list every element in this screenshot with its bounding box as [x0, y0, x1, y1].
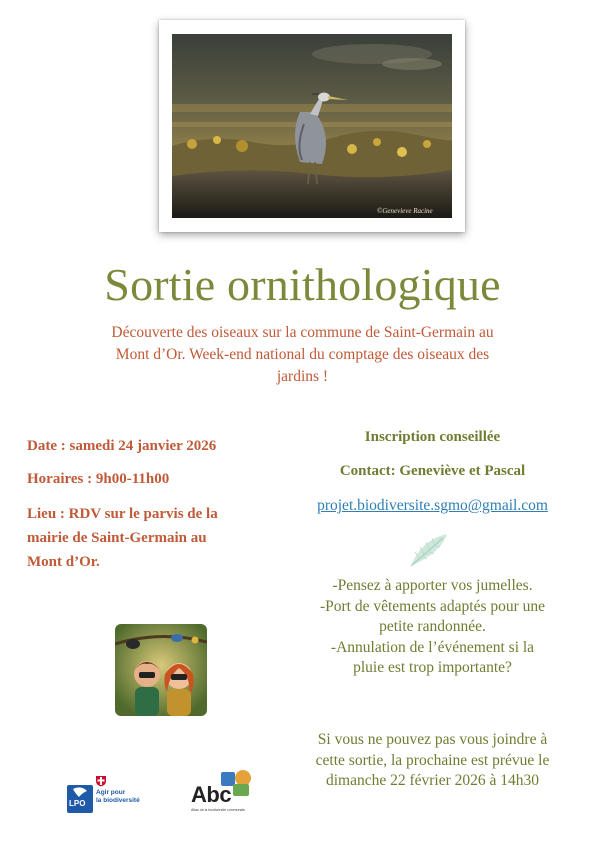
event-date: Date : samedi 24 janvier 2026 — [27, 438, 217, 454]
lpo-tagline-line: Agir pour — [96, 789, 126, 796]
subtitle-line: Mont d’Or. Week-end national du comptage des oiseaux des — [115, 346, 490, 363]
next-outing-line: Si vous ne pouvez pas vous joindre à — [317, 731, 548, 748]
event-place — [27, 502, 277, 574]
next-outing-note — [285, 730, 580, 792]
feather-icon — [407, 530, 451, 570]
kids-birdwatching-illustration — [115, 624, 207, 716]
heron-photo-frame — [159, 20, 465, 232]
region-shield-icon — [95, 775, 107, 787]
event-place-line: Lieu : RDV sur le parvis de la — [27, 506, 218, 522]
next-outing-line: cette sortie, la prochaine est prévue le — [315, 751, 550, 769]
abc-tagline: Atlas de la biodiversité communale — [191, 808, 246, 812]
abc-logo — [189, 768, 259, 814]
lpo-tagline-line: la biodiversité — [96, 797, 140, 804]
advice-list — [285, 576, 580, 679]
event-place-line: Mont d’Or. — [27, 554, 100, 570]
event-hours: Horaires : 9h00-11h00 — [27, 471, 170, 487]
lpo-logo — [67, 783, 147, 817]
advice-item: -Annulation de l’événement si la — [330, 638, 535, 656]
advice-item: petite randonnée. — [379, 618, 486, 635]
subtitle — [60, 322, 545, 388]
advice-item: pluie est trop importante? — [353, 659, 512, 676]
contact-line: Contact: Geneviève et Pascal — [339, 463, 526, 479]
page-title: Sortie ornithologique — [104, 259, 501, 310]
registration-heading: Inscription conseillée — [364, 429, 501, 445]
heron-photo — [172, 34, 452, 218]
abc-label: Abc — [191, 782, 232, 807]
email-link[interactable]: projet.biodiversite.sgmo@gmail.com — [317, 497, 548, 514]
next-outing-line: dimanche 22 février 2026 à 14h30 — [325, 772, 540, 789]
subtitle-line: jardins ! — [276, 368, 329, 385]
photo-credit: ©Genevieve Racine — [377, 207, 433, 215]
advice-item: -Port de vêtements adaptés pour une — [319, 597, 546, 615]
lpo-tagline — [96, 789, 140, 805]
lpo-label: LPO — [69, 799, 86, 808]
event-place-line: mairie de Saint-Germain au — [27, 530, 207, 546]
advice-item: -Pensez à apporter vos jumelles. — [332, 577, 533, 594]
subtitle-line: Découverte des oiseaux sur la commune de Saint-Germain au — [111, 324, 494, 341]
